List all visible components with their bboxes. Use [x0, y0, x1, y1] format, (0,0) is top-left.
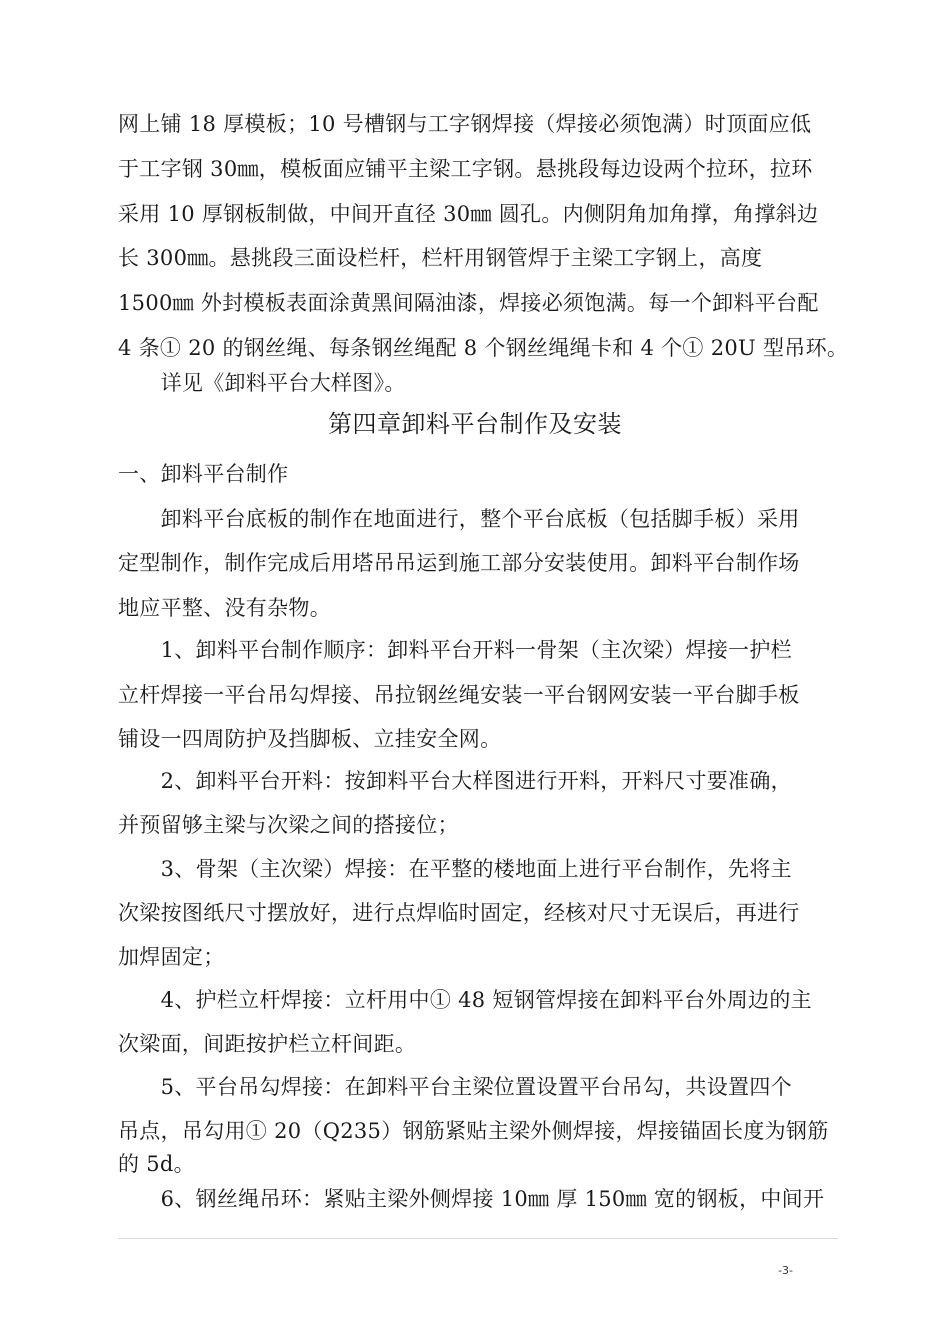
- text-line: 3、骨架（主次梁）焊接：在平整的楼地面上进行平台制作，先将主: [118, 857, 792, 881]
- text-line: 次梁按图纸尺寸摆放好，进行点焊临时固定，经核对尺寸无误后，再进行: [118, 901, 800, 925]
- text-line: 卸料平台底板的制作在地面进行，整个平台底板（包括脚手板）采用: [118, 507, 800, 531]
- text-line: 网上铺 18 厚模板；10 号槽钢与工字钢焊接（焊接必须饱满）时顶面应低: [118, 112, 812, 136]
- text-line: 2、卸料平台开料：按卸料平台大样图进行开料，开料尺寸要准确，: [118, 769, 792, 793]
- text-line: 铺设一四周防护及挡脚板、立挂安全网。: [118, 727, 502, 751]
- text-line: 于工字钢 30㎜，模板面应铺平主梁工字钢。悬挑段每边设两个拉环，拉环: [118, 157, 813, 181]
- text-line: 5、平台吊勾焊接：在卸料平台主梁位置设置平台吊勾，共设置四个: [118, 1075, 792, 1099]
- text-line: 次梁面，间距按护栏立杆间距。: [118, 1032, 417, 1056]
- text-line: 4、护栏立杆焊接：立杆用中① 48 短钢管焊接在卸料平台外周边的主: [118, 988, 812, 1012]
- text-line: 定型制作，制作完成后用塔吊吊运到施工部分安装使用。卸料平台制作场: [118, 551, 800, 575]
- page-number: -3-: [778, 1264, 793, 1277]
- text-line: 的 5d。: [118, 1152, 195, 1176]
- text-line: 立杆焊接一平台吊勾焊接、吊拉钢丝绳安装一平台钢网安装一平台脚手板: [118, 683, 800, 707]
- text-line: 加焊固定；: [118, 945, 225, 969]
- footer-divider: [118, 1238, 838, 1239]
- text-line: 6、钢丝绳吊环：紧贴主梁外侧焊接 10㎜ 厚 150㎜ 宽的钢板，中间开: [118, 1187, 825, 1211]
- text-line: 吊点，吊勾用① 20（Q235）钢筋紧贴主梁外侧焊接，焊接锚固长度为钢筋: [118, 1119, 829, 1143]
- text-line: 采用 10 厚钢板制做，中间开直径 30㎜ 圆孔。内侧阴角加角撑，角撑斜边: [118, 202, 819, 226]
- text-line: 详见《卸料平台大样图》。: [118, 371, 406, 395]
- text-line: 地应平整、没有杂物。: [118, 596, 331, 620]
- text-line: 1500㎜ 外封模板表面涂黄黑间隔油漆，焊接必须饱满。每一个卸料平台配: [118, 291, 819, 315]
- text-line: 4 条① 20 的钢丝绳、每条钢丝绳配 8 个钢丝绳绳卡和 4 个① 20U 型吊环。: [118, 336, 849, 360]
- text-line: 长 300㎜。悬挑段三面设栏杆，栏杆用钢管焊于主梁工字钢上，高度: [118, 246, 763, 270]
- section-heading: 一、卸料平台制作: [118, 462, 289, 486]
- text-line: 并预留够主梁与次梁之间的搭接位；: [118, 813, 459, 837]
- text-line: 1、卸料平台制作顺序：卸料平台开料一骨架（主次梁）焊接一护栏: [118, 638, 792, 662]
- chapter-title: 第四章卸料平台制作及安装: [328, 410, 622, 438]
